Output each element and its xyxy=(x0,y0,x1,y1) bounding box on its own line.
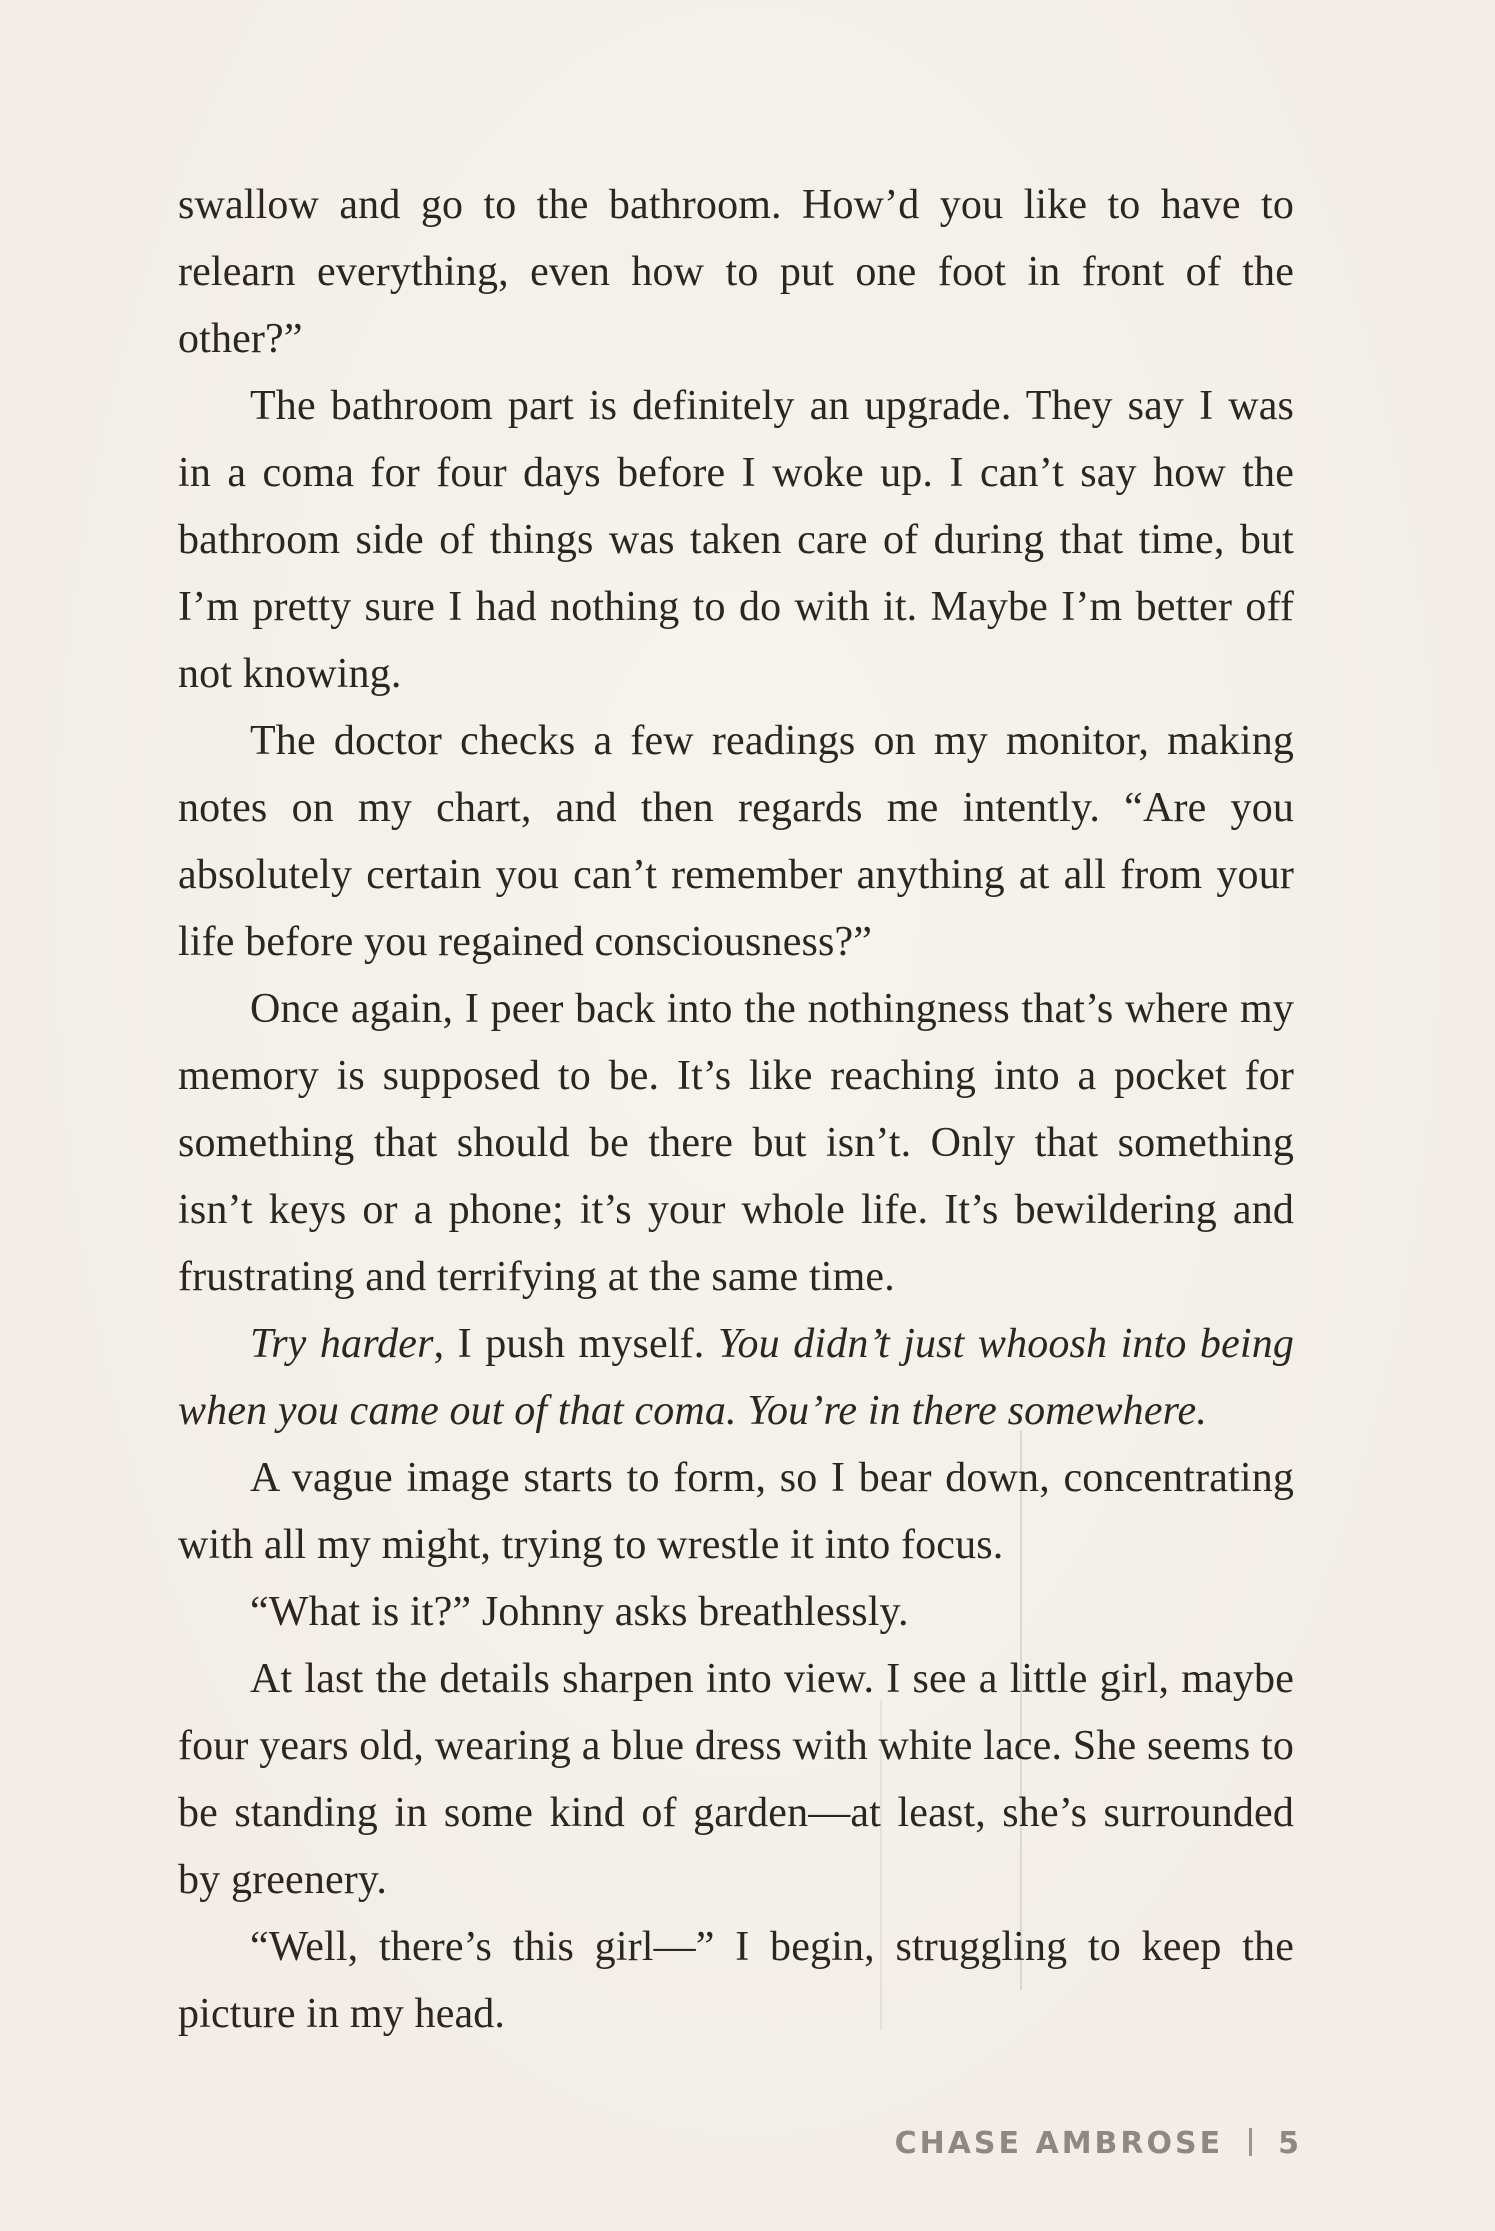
page-number: 5 xyxy=(1278,2126,1302,2161)
paragraph xyxy=(178,1914,1294,2048)
paragraph xyxy=(178,1579,1294,1646)
text-run: At last the details sharpen into view. I see a little girl, maybe four years old, wearing a blue dress with white lace. She seems to be standing in some kind of garden—at least, she’s surrounded by greenery. xyxy=(178,1656,1294,1903)
paragraph xyxy=(178,1646,1294,1914)
body-text xyxy=(178,172,1294,2048)
page-footer xyxy=(0,2126,1302,2161)
text-run: The doctor checks a few readings on my monitor, making notes on my chart, and then regards me intently. “Are you absolutely certain you can’t remember anything at all from your life before you regained consciousness?” xyxy=(178,718,1294,965)
text-run: “Well, there’s this girl—” I begin, struggling to keep the picture in my head. xyxy=(178,1924,1294,2037)
paragraph xyxy=(178,1311,1294,1445)
text-run: swallow and go to the bathroom. How’d you like to have to relearn everything, even how to put one foot in front of the other?” xyxy=(178,182,1294,362)
paragraph xyxy=(178,708,1294,976)
text-run: , I push myself. xyxy=(433,1321,718,1367)
italic-text: You didn’t just whoosh into being when you came out of that coma. You’re in there somewhere. xyxy=(178,1321,1294,1434)
paragraph xyxy=(178,172,1294,373)
text-run: “What is it?” Johnny asks breathlessly. xyxy=(250,1589,909,1635)
paragraph xyxy=(178,1445,1294,1579)
footer-separator xyxy=(1249,2128,1252,2156)
paragraph xyxy=(178,976,1294,1311)
paragraph xyxy=(178,373,1294,708)
text-run: A vague image starts to form, so I bear down, concentrating with all my might, trying to wrestle it into focus. xyxy=(178,1455,1294,1568)
running-head: CHASE AMBROSE xyxy=(894,2126,1224,2161)
text-run: Once again, I peer back into the nothingness that’s where my memory is supposed to be. It’s like reaching into a pocket for something that should be there but isn’t. Only that something isn’t keys or a phone; it’s your whole life. It’s bewildering and frustrating and terrifying at the same time. xyxy=(178,986,1294,1300)
italic-text: Try harder xyxy=(250,1321,434,1367)
text-run: The bathroom part is definitely an upgrade. They say I was in a coma for four days before I woke up. I can’t say how the bathroom side of things was taken care of during that time, but I’m pretty sure I had nothing to do with it. Maybe I’m better off not knowing. xyxy=(178,383,1294,697)
